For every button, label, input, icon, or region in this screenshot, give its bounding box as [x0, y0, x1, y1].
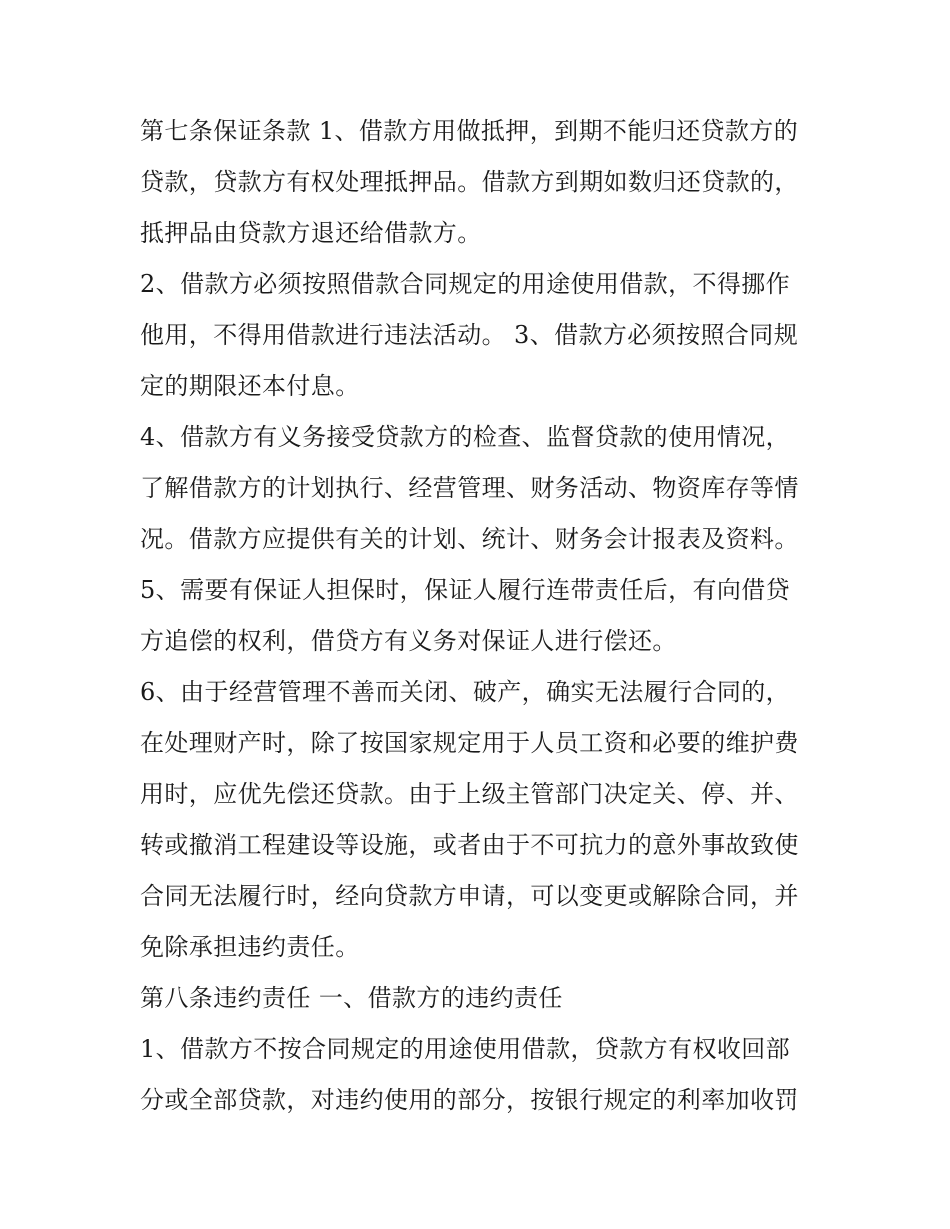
- text-line: 分或全部贷款，对违约使用的部分，按银行规定的利率加收罚: [140, 1086, 799, 1114]
- text-line: 贷款，贷款方有权处理抵押品。借款方到期如数归还贷款的，: [140, 168, 799, 196]
- text-line: 5、需要有保证人担保时，保证人履行连带责任后，有向借贷: [140, 576, 791, 604]
- text-line: 了解借款方的计划执行、经营管理、财务活动、物资库存等情: [140, 474, 799, 502]
- text-line: 抵押品由贷款方退还给借款方。: [140, 219, 482, 247]
- document-body: [140, 106, 820, 1126]
- text-line: 1、借款方不按合同规定的用途使用借款，贷款方有权收回部: [140, 1035, 791, 1063]
- text-line: 第八条违约责任 一、借款方的违约责任: [140, 984, 563, 1012]
- text-line: 况。借款方应提供有关的计划、统计、财务会计报表及资料。: [140, 525, 799, 553]
- text-line: 他用，不得用借款进行违法活动。 3、借款方必须按照合同规: [140, 321, 799, 349]
- text-line: 合同无法履行时，经向贷款方申请，可以变更或解除合同，并: [140, 882, 799, 910]
- text-line: 在处理财产时，除了按国家规定用于人员工资和必要的维护费: [140, 729, 799, 757]
- text-line: 4、借款方有义务接受贷款方的检查、监督贷款的使用情况，: [140, 423, 791, 451]
- text-line: 6、由于经营管理不善而关闭、破产，确实无法履行合同的，: [140, 678, 791, 706]
- text-line: 用时，应优先偿还贷款。由于上级主管部门决定关、停、并、: [140, 780, 799, 808]
- text-line: 定的期限还本付息。: [140, 372, 360, 400]
- text-line: 免除承担违约责任。: [140, 933, 360, 961]
- text-line: 2、借款方必须按照借款合同规定的用途使用借款，不得挪作: [140, 270, 791, 298]
- text-line: 第七条保证条款 1、借款方用做抵押，到期不能归还贷款方的: [140, 117, 799, 145]
- text-line: 方追偿的权利，借贷方有义务对保证人进行偿还。: [140, 627, 677, 655]
- text-line: 转或撤消工程建设等设施，或者由于不可抗力的意外事故致使: [140, 831, 799, 859]
